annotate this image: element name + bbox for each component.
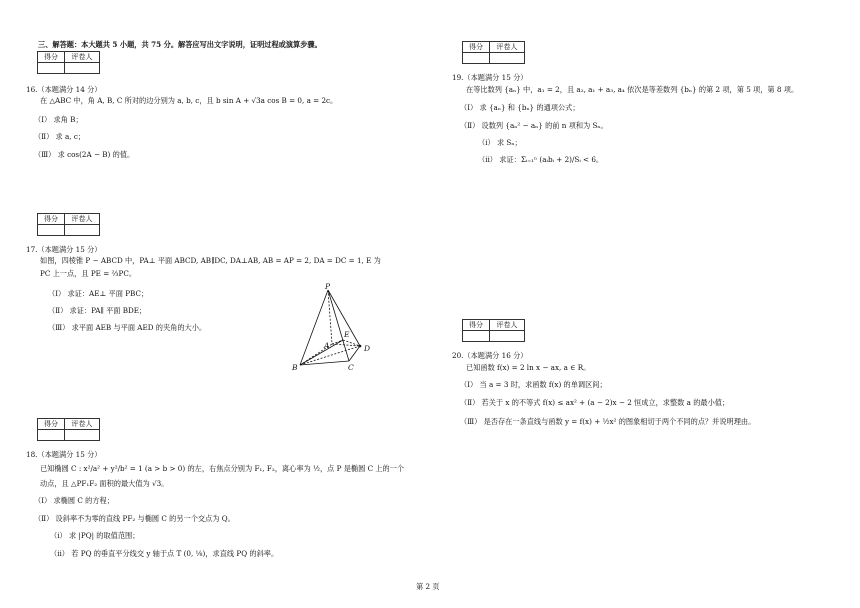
- q19-part-2: （Ⅱ） 设数列 {aₙ² − aₙ} 的前 n 项和为 Sₙ。: [460, 121, 608, 130]
- score-label: 得分: [38, 52, 65, 63]
- score-cell: [38, 225, 65, 236]
- q18-part-1: （Ⅰ） 求椭圆 C 的方程；: [34, 496, 114, 505]
- score-cell: [463, 53, 490, 64]
- grader-label: 评卷人: [65, 52, 100, 63]
- page-number: 第 2 页: [416, 582, 440, 591]
- grader-label: 评卷人: [490, 320, 525, 331]
- q17-stem-line-1: 如图，四棱锥 P − ABCD 中，PA⊥ 平面 ABCD, AB∥DC, DA⊥AB, AB = AP = 2, DA = DC = 1, E 为: [40, 256, 381, 265]
- q16-header: 16.（本题满分 14 分）: [26, 85, 102, 94]
- section-heading: 三、解答题：本大题共 5 小题，共 75 分。解答应写出文字说明，证明过程或演算步骤。: [38, 40, 322, 49]
- edge-ad: [332, 344, 360, 346]
- score-table: [37, 51, 100, 74]
- score-label: 得分: [463, 320, 490, 331]
- score-cell: [463, 331, 490, 342]
- q16-part-1: （Ⅰ） 求角 B；: [34, 115, 83, 124]
- q17-part-3: （Ⅲ） 求平面 AEB 与平面 AED 的夹角的大小。: [48, 323, 207, 332]
- q20-part-2: （Ⅱ） 若关于 x 的不等式 f(x) ≤ ax² + (a − 2)x − 2 恒成立，求整数 a 的最小值；: [460, 398, 730, 407]
- q17-part-1: （Ⅰ） 求证：AE⊥ 平面 PBC；: [48, 289, 149, 298]
- q20-stem: 已知函数 f(x) = 2 ln x − ax, a ∈ R。: [466, 363, 591, 372]
- q19-sub-2: （ⅱ） 求证：Σᵢ₌₁ⁿ (aᵢbᵢ + 2)/Sᵢ < 6。: [478, 155, 604, 164]
- point-d: [359, 345, 362, 348]
- edge-cd: [349, 346, 360, 361]
- q16-part-2: （Ⅱ） 求 a, c；: [34, 132, 86, 141]
- score-table: [37, 418, 100, 441]
- q18-sub-1: （ⅰ） 求 |PQ| 的取值范围；: [50, 531, 140, 540]
- label-d: D: [364, 344, 371, 353]
- edge-be: [300, 340, 343, 365]
- label-a: A: [324, 341, 330, 350]
- grader-cell: [490, 331, 525, 342]
- label-b: B: [292, 363, 298, 372]
- grader-cell: [490, 53, 525, 64]
- q17-stem-line-2: PC 上一点，且 PE = ⅔PC。: [40, 269, 137, 278]
- q19-part-1: （Ⅰ） 求 {aₙ} 和 {bₙ} 的通项公式；: [460, 103, 580, 112]
- q18-stem-line-1: 已知椭圆 C : x²/a² + y²/b² = 1 (a > b > 0) 的左，右焦点分别为 F₁, F₂，离心率为 ½，点 P 是椭圆 C 上的一个: [40, 464, 405, 473]
- q16-part-3: （Ⅲ） 求 cos(2A − B) 的值。: [34, 150, 135, 159]
- score-table: [462, 319, 525, 342]
- pyramid-figure: [288, 282, 383, 374]
- q17-header: 17.（本题满分 15 分）: [26, 245, 102, 254]
- q19-stem: 在等比数列 {aₙ} 中，a₁ = 2，且 a₂, a₁ + a₃, a₄ 依次是等差数列 {bₙ} 的第 2 项，第 5 项，第 8 项。: [466, 85, 799, 94]
- label-p: P: [325, 282, 331, 291]
- label-e: E: [344, 330, 350, 339]
- score-label: 得分: [38, 419, 65, 430]
- q19-header: 19.（本题满分 15 分）: [452, 73, 528, 82]
- score-cell: [38, 430, 65, 441]
- q17-part-2: （Ⅱ） 求证：PA∥ 平面 BDE；: [48, 306, 147, 315]
- grader-cell: [65, 430, 100, 441]
- grader-cell: [65, 225, 100, 236]
- score-table: [37, 213, 100, 236]
- grader-label: 评卷人: [65, 214, 100, 225]
- score-label: 得分: [463, 42, 490, 53]
- q18-header: 18.（本题满分 15 分）: [26, 450, 102, 459]
- q16-stem: 在 △ABC 中，角 A, B, C 所对的边分别为 a, b, c，且 b sin A + √3a cos B = 0, a = 2c。: [40, 96, 338, 105]
- q18-stem-line-2: 动点，且 △PF₁F₂ 面积的最大值为 √3。: [40, 479, 169, 488]
- grader-cell: [65, 63, 100, 74]
- grader-label: 评卷人: [65, 419, 100, 430]
- label-c: C: [348, 363, 354, 372]
- q18-part-2: （Ⅱ） 设斜率不为零的直线 PF₂ 与椭圆 C 的另一个交点为 Q。: [34, 514, 235, 523]
- q18-sub-2: （ⅱ） 若 PQ 的垂直平分线交 y 轴于点 T (0, ⅛)，求直线 PQ 的斜率。: [50, 549, 279, 558]
- score-cell: [38, 63, 65, 74]
- q20-part-1: （Ⅰ） 当 a = 3 时，求函数 f(x) 的单调区间；: [460, 380, 607, 389]
- grader-label: 评卷人: [490, 42, 525, 53]
- q19-sub-1: （ⅰ） 求 Sₙ；: [478, 138, 522, 147]
- q20-header: 20.（本题满分 16 分）: [452, 351, 528, 360]
- q20-part-3: （Ⅲ） 是否存在一条直线与函数 y = f(x) + ½x² 的图象相切于两个不同的点？并说明理由。: [460, 417, 756, 426]
- score-label: 得分: [38, 214, 65, 225]
- score-table: [462, 41, 525, 64]
- edge-pb: [300, 290, 328, 365]
